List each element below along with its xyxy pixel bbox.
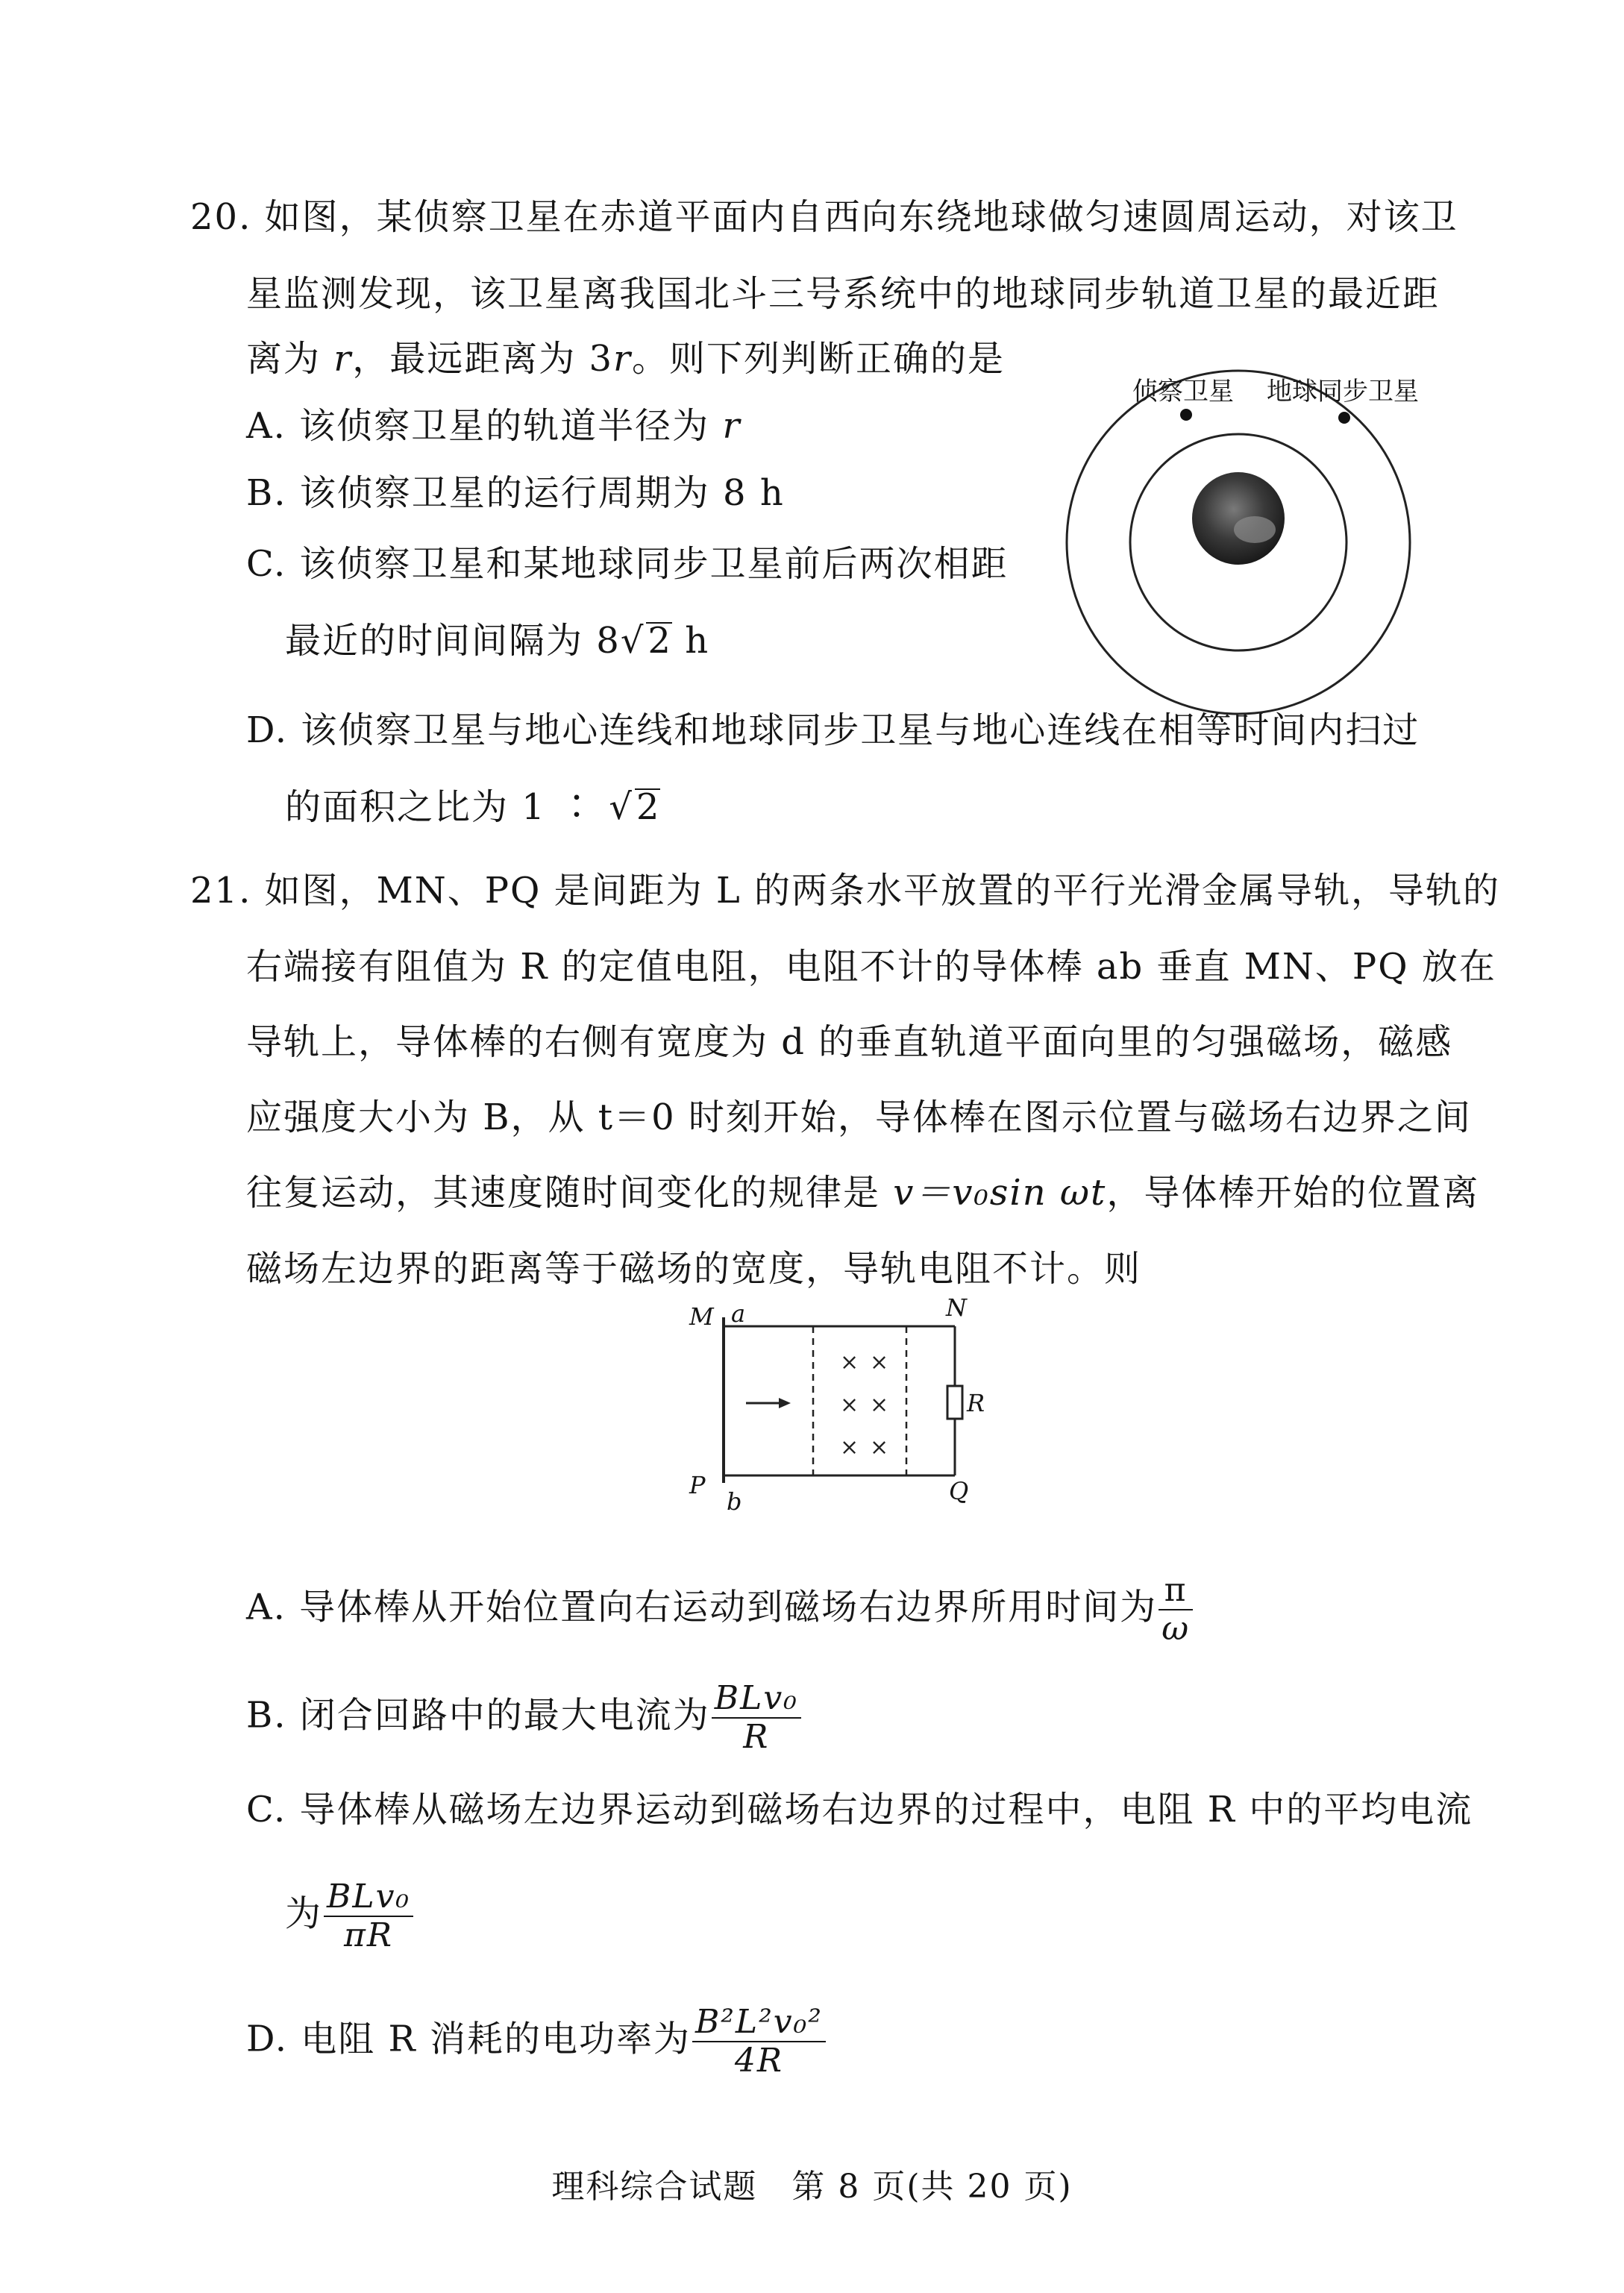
q21-option-d: D. 电阻 R 消耗的电功率为 $\frac{\text{B²L²v₀²}}{4R}$ [246,2004,826,2080]
rail-figure [664,1298,1007,1522]
label-spy-satellite: 侦察卫星 [1132,377,1234,407]
q21-line-5: 往复运动，其速度随时间变化的规律是 v＝v₀sin ωt，导体棒开始的位置离 [246,1172,1480,1214]
label-N: N [946,1298,967,1322]
page-footer: 理科综合试题 第 8 页(共 20 页) [551,2168,1073,2206]
q20-option-d-line-2: 的面积之比为 1 ∶ √2 [285,786,661,828]
q20-option-c-line-2: 最近的时间间隔为 8√2 h [285,620,710,662]
q21-line-3: 导轨上，导体棒的右侧有宽度为 d 的垂直轨道平面向里的匀强磁场，磁感 [246,1021,1453,1063]
label-Q: Q [949,1477,969,1505]
resistor-r [947,1386,962,1419]
orbit-figure [1037,351,1455,724]
svg-text:×: × [840,1392,859,1418]
q21-line-2: 右端接有阻值为 R 的定值电阻，电阻不计的导体棒 ab 垂直 MN、PQ 放在 [246,946,1496,988]
q21-option-a: A. 导体棒从开始位置向右运动到磁场右边界所用时间为 $\frac{\pi}{\omega}$ [246,1572,1193,1648]
q20-line-1: 20. 如图，某侦察卫星在赤道平面内自西向东绕地球做匀速圆周运动，对该卫 [190,196,1458,238]
svg-text:×: × [840,1434,859,1461]
q20-option-a: A. 该侦察卫星的轨道半径为 r [246,405,742,447]
q21-line-6: 磁场左边界的距离等于磁场的宽度，导轨电阻不计。则 [246,1248,1142,1290]
q21-line-4: 应强度大小为 B，从 t＝0 时刻开始，导体棒在图示位置与磁场右边界之间 [246,1097,1472,1138]
field-symbols [840,1349,888,1461]
label-b: b [727,1487,742,1516]
q21-option-c-line-2: 为 $\frac{\text{BLv₀}}{\pi R}$ [285,1878,413,1954]
svg-text:×: × [870,1392,889,1418]
svg-text:×: × [840,1349,859,1376]
q21-line-1: 21. 如图，MN、PQ 是间距为 L 的两条水平放置的平行光滑金属导轨，导轨的 [190,870,1501,912]
label-R: R [967,1389,985,1417]
geo-satellite-dot [1338,412,1350,424]
spy-satellite-dot [1180,409,1192,421]
q20-option-c-line-1: C. 该侦察卫星和某地球同步卫星前后两次相距 [246,543,1009,585]
svg-text:×: × [870,1434,889,1461]
q20-line-3: 离为 r，最远距离为 3r。则下列判断正确的是 [246,338,1005,380]
q21-option-c-line-1: C. 导体棒从磁场左边界运动到磁场右边界的过程中，电阻 R 中的平均电流 [246,1789,1473,1831]
q20-line-2: 星监测发现，该卫星离我国北斗三号系统中的地球同步轨道卫星的最近距 [246,273,1440,315]
label-M: M [689,1302,714,1331]
q20-option-b: B. 该侦察卫星的运行周期为 8 h [246,472,785,514]
label-a: a [731,1299,746,1328]
label-P: P [689,1471,706,1499]
q21-option-b: B. 闭合回路中的最大电流为 $\frac{\text{BLv₀}}{R}$ [246,1680,801,1756]
earth-icon [1192,472,1285,565]
svg-text:×: × [870,1349,889,1376]
q20-option-d-line-1: D. 该侦察卫星与地心连线和地球同步卫星与地心连线在相等时间内扫过 [246,709,1420,751]
label-geo-satellite: 地球同步卫星 [1267,377,1419,407]
